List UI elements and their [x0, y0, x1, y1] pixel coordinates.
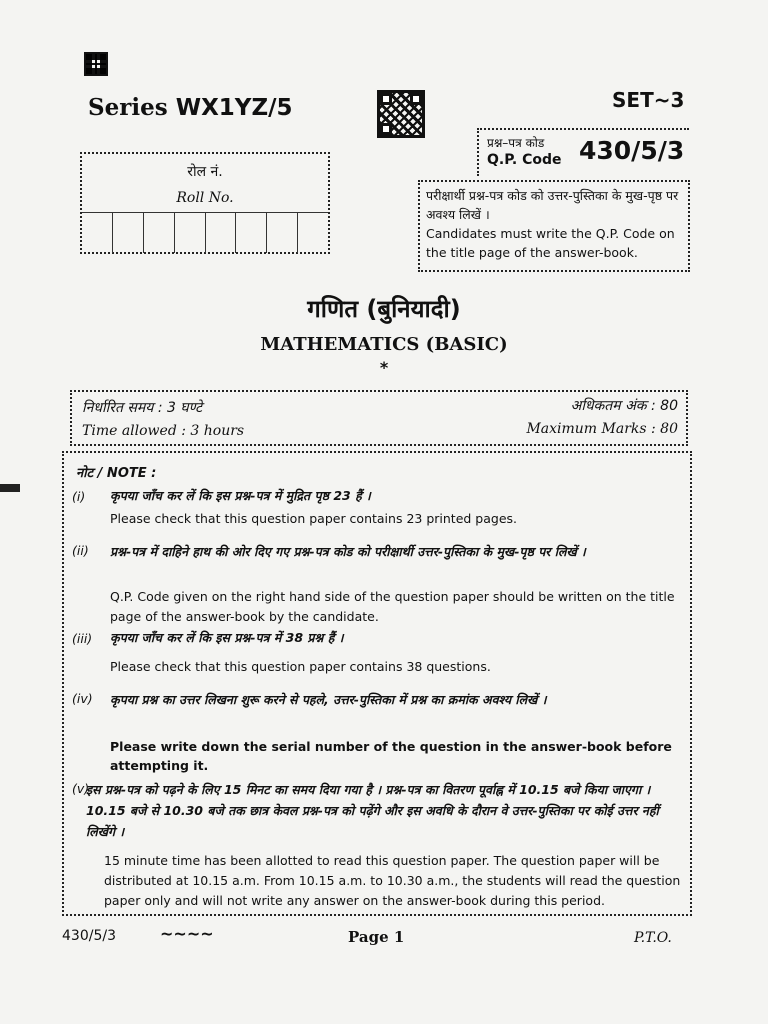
roll-cell[interactable] [144, 213, 175, 253]
footer-tilde: ~~~~ [160, 924, 214, 943]
qr-code-center [377, 90, 425, 138]
note-english: 15 minute time has been allotted to read this question paper. The question paper will be distributed at 10.15 a.m. From 10.15 a.m. to 10.30 a.m., the students will read the question paper only and will not write any answer on the answer-book during this period. [104, 853, 681, 908]
note-hindi: इस प्रश्न-पत्र को पढ़ने के लिए 15 मिनट का समय दिया गया है । प्रश्न-पत्र का वितरण पूर्वाह्न में 10.15 बजे किया जाएगा । 10.15 बजे से 10.30 बजे तक छात्र केवल प्रश्न-पत्र को पढ़ेंगे और इस अवधि के दौरान वे उत्तर-पुस्तिका पर कोई उत्तर नहीं लिखेंगे । [86, 782, 659, 839]
note-english: Q.P. Code given on the right hand side of the question paper should be written on the title page of the answer-book by the candidate. [110, 589, 675, 624]
candidate-note-english: Candidates must write the Q.P. Code on the title page of the answer-book. [426, 226, 675, 260]
candidate-note-box [418, 180, 690, 272]
please-turn-over: P.T.O. [634, 930, 672, 946]
time-marks-box [70, 390, 688, 446]
time-english: Time allowed : 3 hours [82, 423, 245, 439]
marks-english: Maximum Marks : 80 [526, 421, 678, 437]
series-label: Series [88, 94, 168, 121]
series-heading [88, 94, 293, 121]
roll-cell[interactable] [113, 213, 144, 253]
note-number: (i) [72, 489, 86, 504]
note-number: (v) [72, 781, 90, 796]
note-hindi: कृपया जाँच कर लें कि इस प्रश्न-पत्र में मुद्रित पृष्ठ 23 हैं । [110, 488, 371, 503]
roll-cell[interactable] [267, 213, 298, 253]
set-number: SET~3 [612, 88, 685, 112]
qp-code-hindi: प्रश्न–पत्र कोड [487, 136, 545, 150]
note-heading: नोट / NOTE : [76, 466, 157, 481]
qp-code-value: 430/5/3 [579, 136, 685, 165]
note-hindi: कृपया प्रश्न का उत्तर लिखना शुरू करने से पहले, उत्तर-पुस्तिका में प्रश्न का क्रमांक अवश्य लिखें । [110, 692, 547, 707]
roll-number-cells [82, 212, 328, 253]
qp-code-label: Q.P. Code [487, 152, 562, 168]
marks-hindi: अधिकतम अंक : 80 [570, 398, 678, 414]
page-number: Page 1 [348, 928, 405, 946]
note-hindi: कृपया जाँच कर लें कि इस प्रश्न-पत्र में 38 प्रश्न हैं । [110, 630, 344, 645]
roll-cell[interactable] [298, 213, 328, 253]
subject-title-english: MATHEMATICS (BASIC) [260, 334, 508, 355]
roll-cell[interactable] [236, 213, 267, 253]
series-code: WX1YZ/5 [175, 95, 293, 121]
roll-label: Roll No. [176, 190, 234, 206]
instructions-box [62, 451, 692, 916]
candidate-note-hindi: परीक्षार्थी प्रश्न-पत्र कोड को उत्तर-पुस्तिका के मुख-पृष्ठ पर अवश्य लिखें । [426, 188, 679, 222]
note-number: (iii) [72, 631, 93, 646]
roll-cell[interactable] [206, 213, 237, 253]
footer-code: 430/5/3 [62, 928, 116, 944]
qp-code-box [477, 128, 689, 176]
roll-cell[interactable] [175, 213, 206, 253]
note-english: Please check that this question paper contains 38 questions. [110, 659, 491, 674]
note-english: Please write down the serial number of the question in the answer-book before attempting it. [110, 739, 672, 773]
time-hindi: निर्धारित समय : 3 घण्टे [82, 400, 203, 416]
note-english: Please check that this question paper contains 23 printed pages. [110, 511, 517, 526]
title-star: * [379, 358, 389, 377]
note-hindi: प्रश्न-पत्र में दाहिने हाथ की ओर दिए गए प्रश्न-पत्र कोड को परीक्षार्थी उत्तर-पुस्तिका के मुख-पृष्ठ पर लिखें । [110, 544, 586, 559]
subject-title-hindi: गणित (बुनियादी) [307, 295, 461, 323]
qr-code-small [84, 52, 108, 76]
note-number: (iv) [72, 691, 93, 706]
roll-cell[interactable] [82, 213, 113, 253]
note-number: (ii) [72, 543, 89, 558]
edge-mark [0, 484, 20, 492]
roll-hindi: रोल नं. [187, 164, 223, 180]
roll-number-box [80, 152, 330, 254]
